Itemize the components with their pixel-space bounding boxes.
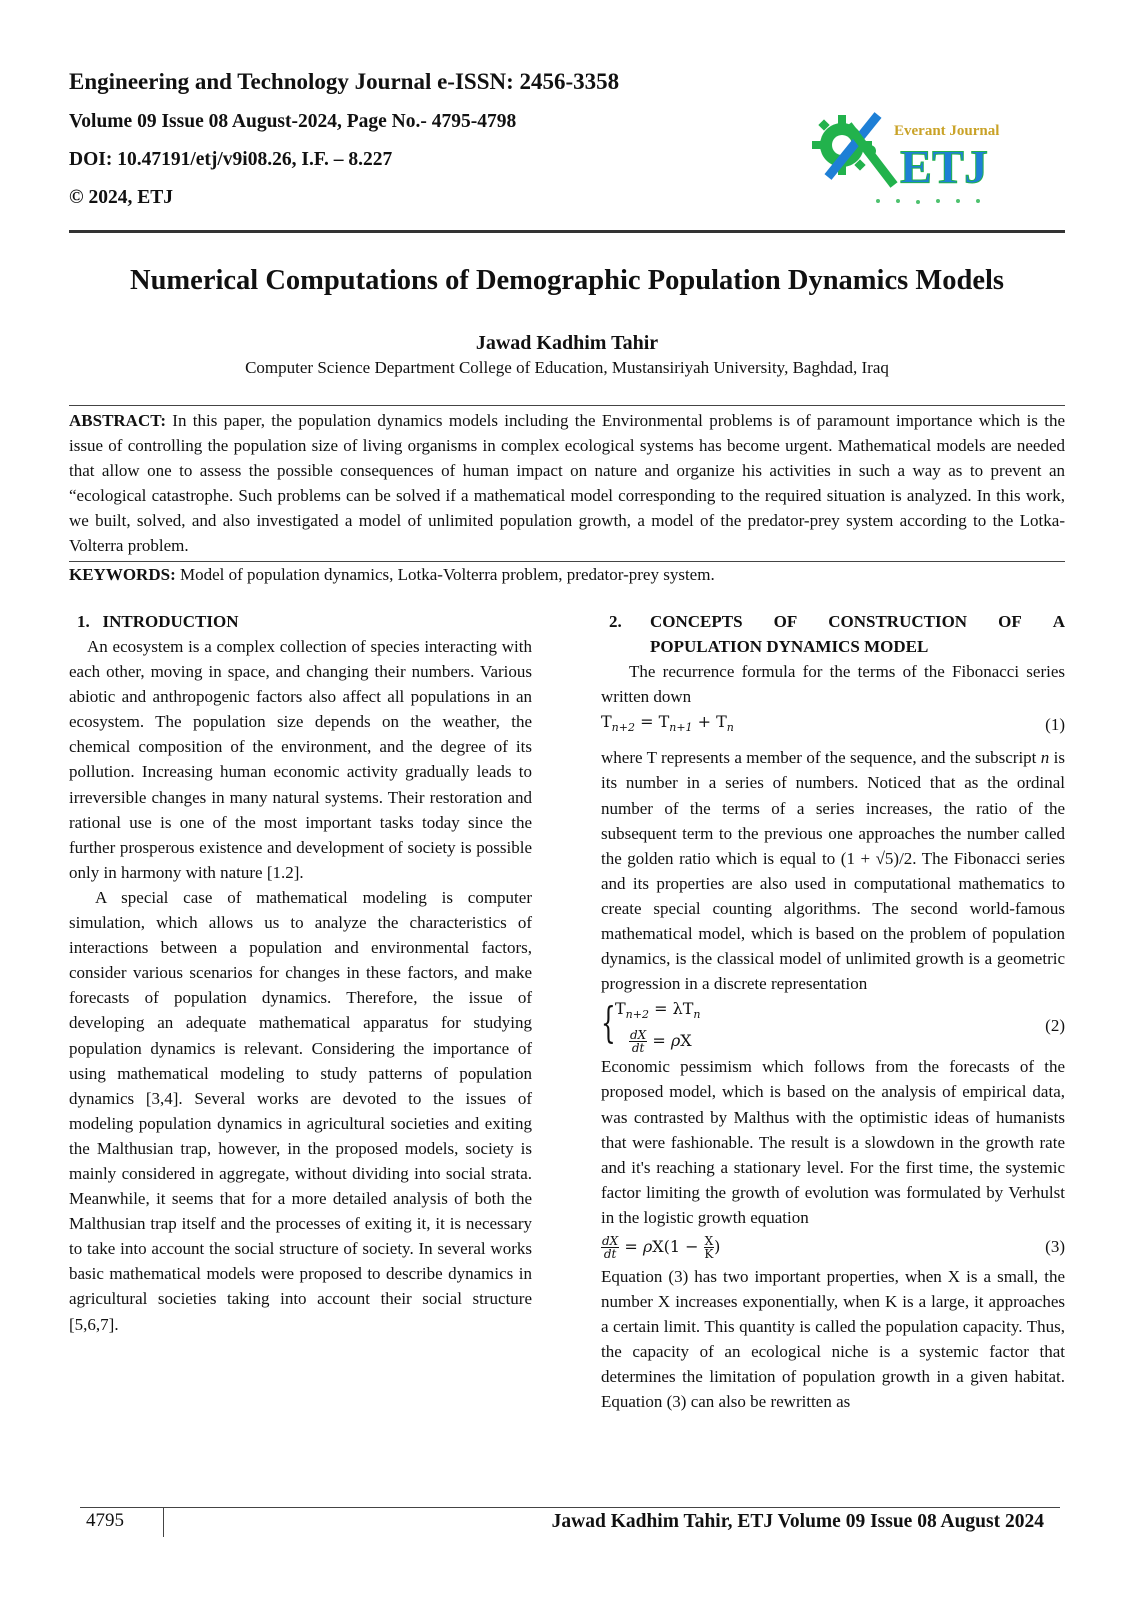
- footer-separator: [163, 1507, 164, 1537]
- equation-2: [601, 996, 1065, 1054]
- journal-header: [69, 68, 709, 210]
- heading-word: A: [1052, 612, 1065, 631]
- logo-big-text: ETJ: [900, 141, 989, 194]
- volume-info: Volume 09 Issue 08 August-2024, Page No.- 4795-4798: [69, 111, 517, 132]
- keywords: [69, 562, 1065, 587]
- heading-word: CONCEPTS: [650, 612, 743, 631]
- footer-rule: [80, 1507, 1060, 1508]
- etj-logo: [808, 105, 1018, 213]
- equation-2-brace: {: [601, 998, 616, 1048]
- header-divider: [69, 230, 1065, 233]
- equation-3-number: (3): [1045, 1237, 1065, 1257]
- p2-text-b: is its number in a series of numbers. Noticed that as the ordinal number of the terms of a series increases, the ratio of the subsequent term to the previous one approaches the number called the golden ratio which is equal to (1 + √5)/2. The Fibonacci series and its properties are also used in computational mathematics to create special counting algorithms. The second world-famous mathematical model, which is based on the problem of population dynamics, is the classical model of unlimited growth is a geometric progression in a discrete representation: [601, 748, 1065, 994]
- heading-word: CONSTRUCTION: [828, 612, 968, 631]
- doi-info: DOI: 10.47191/etj/v9i08.26, I.F. – 8.227: [69, 149, 393, 170]
- abstract-text: In this paper, the population dynamics models including the Environmental problems is of paramount importance which is the issue of controlling the population size of living organisms in complex ecological systems has become urgent. Mathematical models are needed that allow one to assess the possible consequences of human impact on nature and organize his activities in such a way as to prevent an “ecological catastrophe. Such problems can be solved if a mathematical model corresponding to the required situation is analyzed. In this work, we built, solved, and also investigated a model of unlimited population growth, a model of the predator-prey system according to the Lotka-Volterra problem.: [69, 411, 1065, 555]
- journal-name: Engineering and Technology Journal e-ISSN: 2456-3358: [69, 69, 620, 94]
- equation-1: [601, 709, 1065, 739]
- concepts-paragraph-2: [601, 745, 1065, 996]
- equation-1-formula: $T_{n+2} = T_{n+1} + T_n$: [601, 711, 734, 734]
- equation-1-number: (1): [1045, 714, 1065, 734]
- keywords-label: KEYWORDS:: [69, 565, 176, 584]
- concepts-paragraph-3: Economic pessimism which follows from the forecasts of the proposed model, which is based on the analysis of empirical data, was contrasted by Malthus with the optimistic ideas of humanists that were fashionable. The result is a slowdown in the growth rate and it's reaching a stationary level. For the first time, the systemic factor limiting the growth of evolution was formulated by Verhulst in the logistic growth equation: [601, 1057, 1065, 1227]
- footer-citation: Jawad Kadhim Tahir, ETJ Volume 09 Issue 08 August 2024: [551, 1511, 1044, 1532]
- abstract-label: ABSTRACT:: [69, 411, 166, 430]
- equation-3-formula: $\frac{dX}{dt}$ = ρX(1 − $\frac{X}{K}$ ): [602, 1233, 721, 1261]
- p2-n: n: [1040, 748, 1050, 768]
- equation-3: [601, 1230, 1065, 1264]
- abstract-top-rule: [69, 405, 1065, 406]
- left-column: [69, 609, 532, 1337]
- equation-2-formula: { $T_{n+2} = \lambda T_n$ $\frac{dX}{dt}$ = ρX: [601, 998, 701, 1056]
- keywords-text: Model of population dynamics, Lotka-Volterra problem, predator-prey system.: [175, 565, 715, 584]
- heading-word: OF: [998, 612, 1022, 631]
- equation-2-number: (2): [1045, 1015, 1065, 1035]
- right-column: [601, 609, 1065, 1415]
- logo-small-text: Everant Journal: [894, 123, 1000, 139]
- heading-word: OF: [773, 612, 798, 631]
- concepts-paragraph-4: Equation (3) has two important properties, when X is a small, the number X increases exponentially, when K is a large, it approaches a certain limit. This quantity is called the population capacity. Thus, the capacity of an ecological niche is a systemic factor that determines the limitation of population growth in a given habitat. Equation (3) can also be rewritten as: [601, 1266, 1065, 1412]
- abstract: [69, 408, 1065, 558]
- intro-paragraph-2: A special case of mathematical modeling is computer simulation, which allows us to analyze the characteristics of interactions between a population and environmental factors, consider various scenarios for changes in these factors, and make forecasts of population dynamics. Therefore, the issue of developing an adequate mathematical apparatus for studying population dynamics is relevant. Considering the importance of using mathematical modeling to study patterns of population dynamics [3,4]. Several works are devoted to the issues of modeling population dynamics in agricultural societies and exiting the Malthusian trap, however, in the proposed models, society is mainly considered in aggregate, without dividing into social strata. Meanwhile, it seems that for a more detailed analysis of both the Malthusian trap itself and the processes of exiting it, it is necessary to take into account the social structure of society. In several works basic mathematical models were proposed to describe dynamics in agricultural societies taking into account their social structure [5,6,7].: [69, 887, 532, 1334]
- p2-text-a: where T represents a member of the sequence, and the subscript: [601, 748, 1041, 768]
- section-1-heading: 1. INTRODUCTION: [77, 612, 239, 631]
- intro-paragraph-1: An ecosystem is a complex collection of species interacting with each other, moving in space, and changing their numbers. Various abiotic and anthropogenic factors also affect all populations in an ecosystem. The population size depends on the weather, the chemical composition of the environment, and the degree of its pollution. Increasing human economic activity gradually leads to irreversible changes in many natural systems. Their restoration and rational use is one of the most important tasks today since the further prosperous existence and development of society is possible only in harmony with nature [1.2].: [69, 637, 532, 882]
- paper-title: Numerical Computations of Demographic Population Dynamics Models: [130, 265, 1004, 296]
- section-2-number: 2.: [609, 612, 622, 631]
- section-2-heading: [601, 609, 1065, 659]
- section-2-heading-line2: POPULATION DYNAMICS MODEL: [650, 637, 929, 657]
- page-number: 4795: [86, 1510, 124, 1531]
- author-affiliation: Computer Science Department College of Education, Mustansiriyah University, Baghdad, Iraq: [245, 358, 889, 377]
- author-name: Jawad Kadhim Tahir: [475, 332, 659, 354]
- concepts-paragraph-1: The recurrence formula for the terms of the Fibonacci series written down: [601, 662, 1065, 707]
- copyright: © 2024, ETJ: [69, 187, 173, 208]
